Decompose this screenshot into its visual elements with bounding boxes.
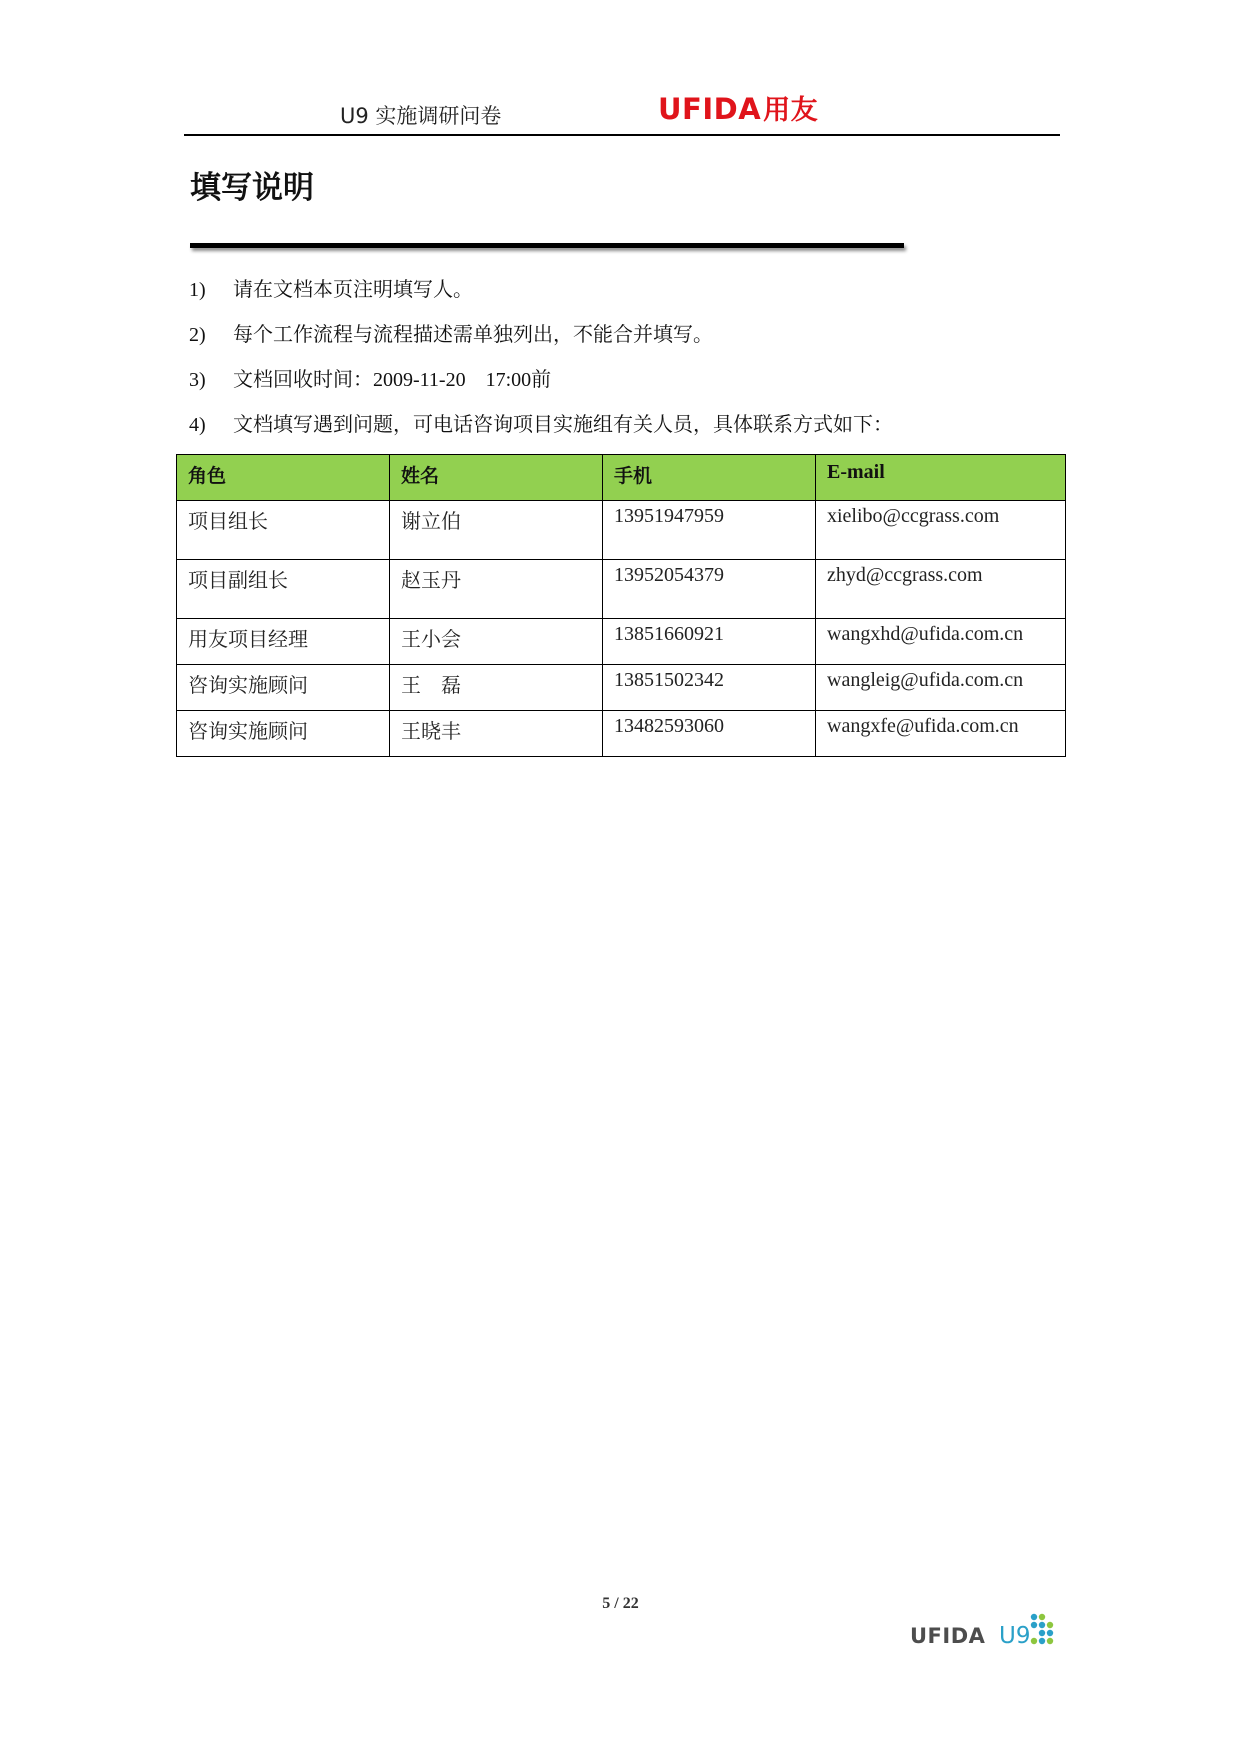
ufida-logo: [658, 88, 818, 127]
cell-role: 项目组长: [177, 501, 390, 560]
cell-phone: 13951947959: [603, 501, 816, 560]
ufida-u9-logo: [910, 1612, 1060, 1652]
document-title: U9 实施调研问卷: [340, 104, 502, 128]
instruction-number: 1): [189, 279, 206, 301]
instruction-number: 2): [189, 324, 206, 346]
instruction-text: 每个工作流程与流程描述需单独列出，不能合并填写。: [233, 324, 713, 346]
column-header-phone: 手机: [603, 455, 816, 501]
instruction-text: 文档填写遇到问题，可电话咨询项目实施组有关人员，具体联系方式如下：: [233, 414, 893, 436]
instruction-item: [189, 317, 1049, 362]
instruction-number: 3): [189, 369, 206, 391]
instruction-item: [189, 362, 1049, 407]
cell-phone: 13851502342: [603, 665, 816, 711]
cell-email: wangleig@ufida.com.cn: [816, 665, 1066, 711]
cell-role: 咨询实施顾问: [177, 665, 390, 711]
instruction-number: 4): [189, 414, 206, 436]
dot-matrix-icon: [1028, 1612, 1060, 1652]
cell-phone: 13482593060: [603, 711, 816, 757]
cell-name: 王小会: [390, 619, 603, 665]
cell-email: xielibo@ccgrass.com: [816, 501, 1066, 560]
table-header-row: [177, 455, 1066, 501]
ufida-logo-cn: 用友: [763, 95, 819, 126]
page-header: [184, 86, 1060, 136]
instruction-list: [189, 272, 1049, 452]
heading-rule: [190, 243, 904, 248]
page-number: 5 / 22: [602, 1595, 639, 1612]
cell-email: zhyd@ccgrass.com: [816, 560, 1066, 619]
cell-phone: 13952054379: [603, 560, 816, 619]
cell-role: 项目副组长: [177, 560, 390, 619]
instruction-text: 请在文档本页注明填写人。: [233, 279, 473, 301]
instruction-item: [189, 272, 1049, 317]
section-heading: 填写说明: [190, 170, 314, 206]
contact-table: [176, 454, 1066, 757]
footer-logo-latin: UFIDA: [910, 1624, 986, 1648]
instruction-text: 文档回收时间：2009-11-20 17:00前: [233, 369, 552, 391]
table-row: [177, 711, 1066, 757]
cell-role: 咨询实施顾问: [177, 711, 390, 757]
cell-role: 用友项目经理: [177, 619, 390, 665]
cell-name: 王晓丰: [390, 711, 603, 757]
column-header-role: 角色: [177, 455, 390, 501]
column-header-email: E-mail: [816, 455, 1066, 501]
footer-logo-product: U9: [999, 1623, 1031, 1649]
table-row: [177, 619, 1066, 665]
cell-name: 谢立伯: [390, 501, 603, 560]
column-header-name: 姓名: [390, 455, 603, 501]
cell-name: 赵玉丹: [390, 560, 603, 619]
cell-email: wangxhd@ufida.com.cn: [816, 619, 1066, 665]
ufida-logo-latin: UFIDA: [658, 92, 762, 126]
table-row: [177, 501, 1066, 560]
cell-email: wangxfe@ufida.com.cn: [816, 711, 1066, 757]
cell-name: 王 磊: [390, 665, 603, 711]
header-divider: [184, 134, 1060, 136]
cell-phone: 13851660921: [603, 619, 816, 665]
instruction-item: [189, 407, 1049, 452]
table-row: [177, 560, 1066, 619]
table-row: [177, 665, 1066, 711]
